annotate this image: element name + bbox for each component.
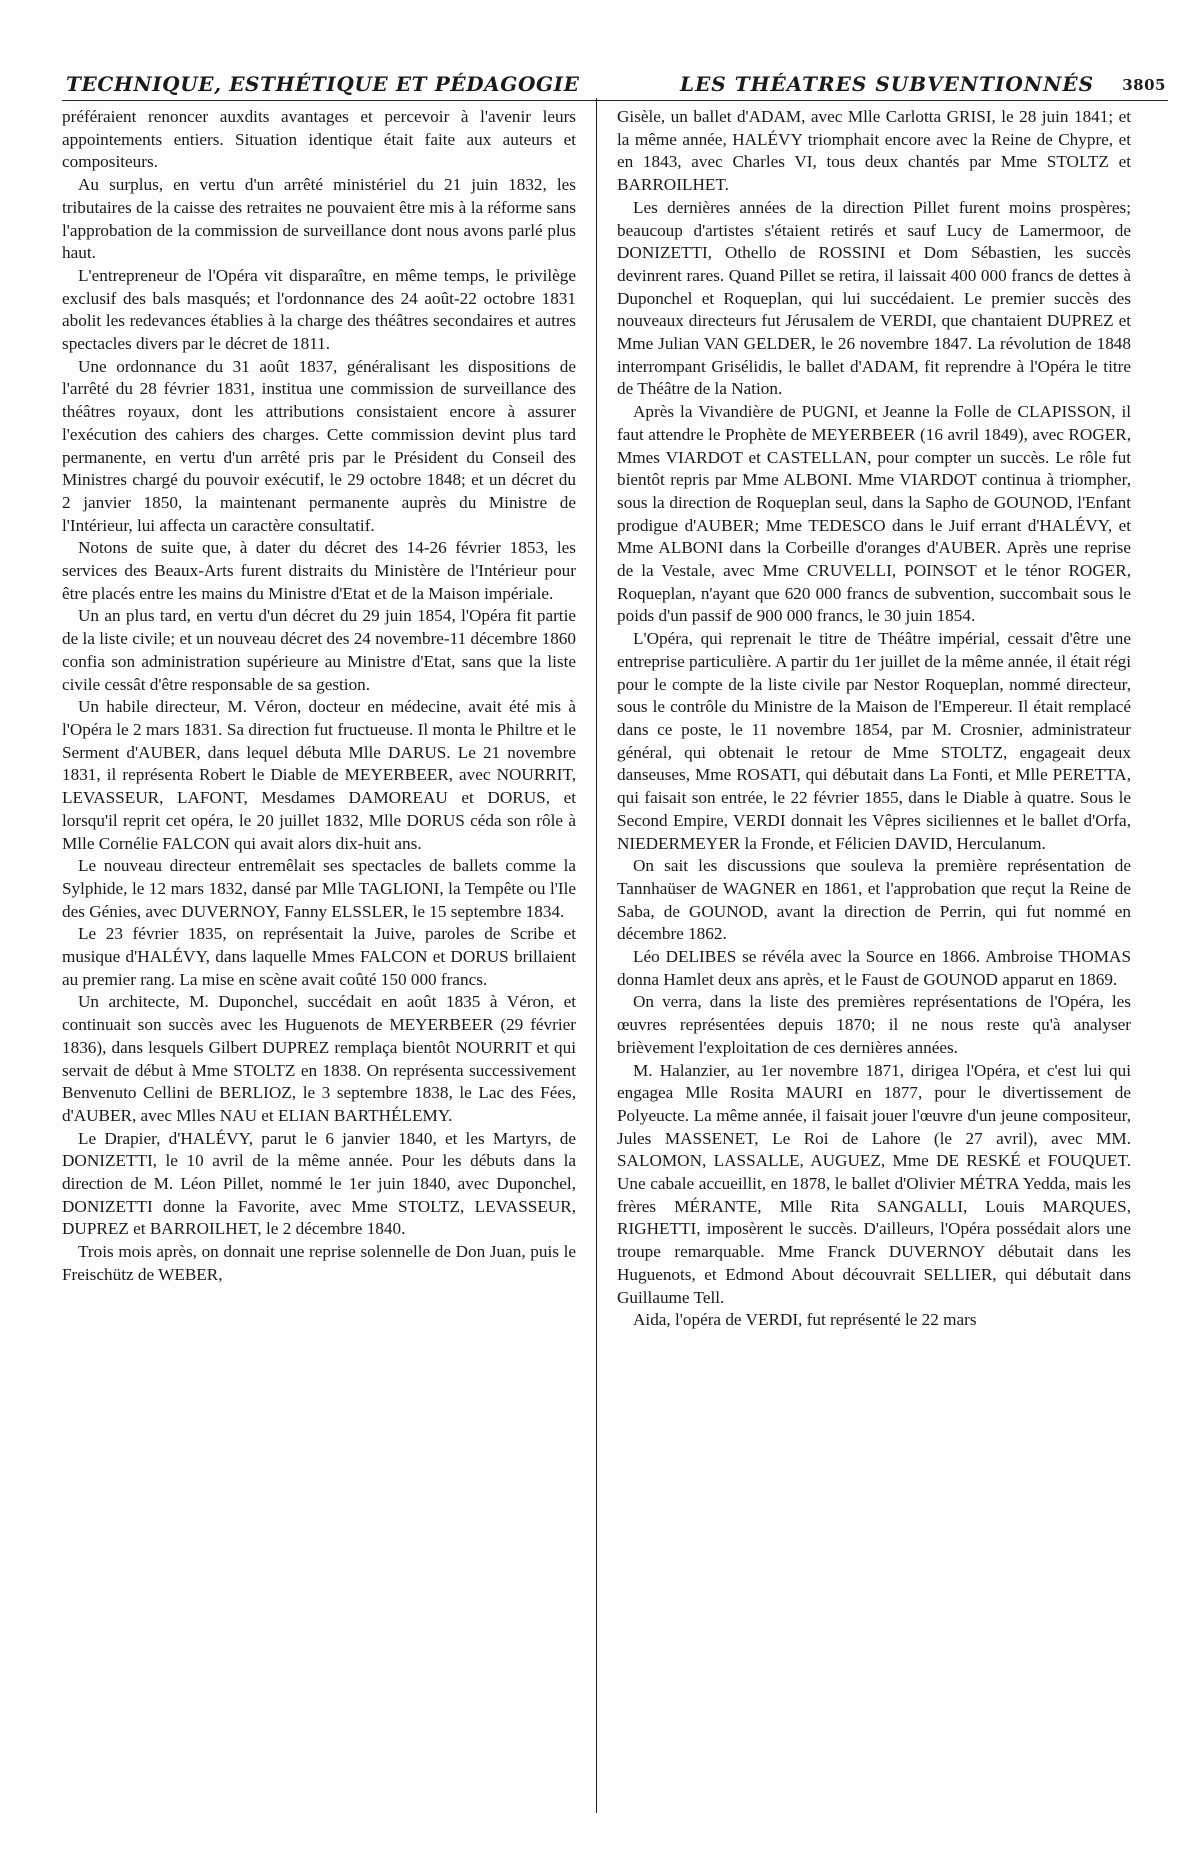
header-rule	[62, 100, 1168, 101]
paragraph: Les dernières années de la direction Pillet furent moins prospères; beaucoup d'artistes s'étaient retirés et sauf Lucy de Lamermoor, de DONIZETTI, Othello de ROSSINI et Dom Sébastien, les succès devinrent rares. Quand Pillet se retira, il laissait 400 000 francs de dettes à Duponchel et Roqueplan, qui lui succédaient. Le premier succès des nouveaux directeurs fut Jérusalem de VERDI, que chantaient DUPREZ et Mme Julian VAN GELDER, le 26 novembre 1847. La révolution de 1848 interrompant Grisélidis, le ballet d'ADAM, fit reprendre à l'Opéra le titre de Théâtre de la Nation.	[617, 197, 1131, 399]
paragraph: On sait les discussions que souleva la première représentation de Tannhaüser de WAGNER en 1861, et l'approbation que reçut la Reine de Saba, de GOUNOD, avant la direction de Perrin, qui fut nommé en décembre 1862.	[617, 856, 1131, 944]
paragraph: Un habile directeur, M. Véron, docteur en médecine, avait été mis à l'Opéra le 2 mars 1831. Sa direction fut fructueuse. Il monta le Philtre et le Serment d'AUBER, dans lequel débuta Mlle DARUS. Le 21 novembre 1831, il représenta Robert le Diable de MEYERBEER, avec NOURRIT, LEVASSEUR, LAFONT, Mesdames DAMOREAU et DORUS, et lorsqu'il reprit cet opéra, le 20 juillet 1832, Mlle DORUS céda son rôle à Mlle Cornélie FALCON qui avait alors dix-huit ans.	[62, 697, 576, 853]
paragraph: Le nouveau directeur entremêlait ses spectacles de ballets comme la Sylphide, le 12 mars 1832, dansé par Mlle TAGLIONI, la Tempête ou l'Ile des Génies, avec DUVERNOY, Fanny ELSSLER, le 15 septembre 1834.	[62, 856, 576, 921]
paragraph: On verra, dans la liste des premières représentations de l'Opéra, les œuvres représentées depuis 1870; il ne nous reste qu'à analyser brièvement l'exploitation de ces dernières années.	[617, 992, 1131, 1057]
right-column	[617, 106, 1131, 1332]
paragraph: Léo DELIBES se révéla avec la Source en 1866. Ambroise THOMAS donna Hamlet deux ans après, et le Faust de GOUNOD apparut en 1869.	[617, 947, 1131, 989]
paragraph: Trois mois après, on donnait une reprise solennelle de Don Juan, puis le Freischütz de WEBER,	[62, 1242, 576, 1284]
paragraph: M. Halanzier, au 1er novembre 1871, dirigea l'Opéra, et c'est lui qui engagea Mlle Rosita MAURI en 1877, pour le divertissement de Polyeucte. La même année, il faisait jouer l'œuvre d'un jeune compositeur, Jules MASSENET, Le Roi de Lahore (le 27 avril), avec MM. SALOMON, LASSALLE, AUGUEZ, Mme DE RESKÉ et FOUQUET. Une cabale accueillit, en 1878, le ballet d'Olivier MÉTRA Yedda, mais les frères MÉRANTE, Mlle Rita SANGALLI, Louis MARQUES, RIGHETTI, imposèrent le succès. D'ailleurs, l'Opéra possédait alors une troupe remarquable. Mme Franck DUVERNOY débutait dans les Huguenots, et Edmond About découvrait SELLIER, qui débutait dans Guillaume Tell.	[617, 1060, 1131, 1307]
paragraph: Gisèle, un ballet d'ADAM, avec Mlle Carlotta GRISI, le 28 juin 1841; et la même année, HALÉVY triomphait encore avec la Reine de Chypre, et en 1843, avec Charles VI, tous deux chantés par Mme STOLTZ et BARROILHET.	[617, 107, 1131, 195]
paragraph: Le Drapier, d'HALÉVY, parut le 6 janvier 1840, et les Martyrs, de DONIZETTI, le 10 avril de la même année. Pour les débuts dans la direction de M. Léon Pillet, nommé le 1er juin 1840, avec Duponchel, DONIZETTI donne la Favorite, avec Mme STOLTZ, LEVASSEUR, DUPREZ et BARROILHET, le 2 décembre 1840.	[62, 1128, 576, 1239]
page-number: 3805	[1122, 76, 1166, 94]
running-header	[66, 72, 1166, 98]
paragraph: L'Opéra, qui reprenait le titre de Théâtre impérial, cessait d'être une entreprise particulière. A partir du 1er juillet de la même année, il était régi pour le compte de la liste civile par Nestor Roqueplan, nommé directeur, sous le contrôle du Ministre de la Maison de l'Empereur. Il était remplacé dans ce poste, le 11 novembre 1854, par M. Crosnier, administrateur général, qui obtenait le retour de Mme STOLTZ, engageait deux danseuses, Mme ROSATI, qui débutait dans La Fonti, et Mlle PERETTA, qui faisait son entrée, le 22 février 1855, dans le Diable à quatre. Sous le Second Empire, VERDI donnait les Vêpres siciliennes et le ballet d'Orfa, NIEDERMEYER la Fronde, et Félicien DAVID, Herculanum.	[617, 629, 1131, 853]
paragraph: Au surplus, en vertu d'un arrêté ministériel du 21 juin 1832, les tributaires de la caisse des retraites ne pouvaient être mis à la réforme sans l'approbation de la commission de surveillance dont nous avons parlé plus haut.	[62, 175, 576, 263]
column-divider	[596, 98, 597, 1813]
paragraph: Aida, l'opéra de VERDI, fut représenté le 22 mars	[633, 1310, 977, 1330]
paragraph: Une ordonnance du 31 août 1837, généralisant les dispositions de l'arrêté du 28 février 1831, institua une commission de surveillance des théâtres royaux, dont les attributions consistaient encore à assurer l'exécution des cahiers des charges. Cette commission devint plus tard permanente, en vertu d'un arrêté pris par le Président du Conseil des Ministres chargé du pouvoir exécutif, le 29 octobre 1848; et un décret du 2 janvier 1850, la maintenant permanente auprès du Ministre de l'Intérieur, lui affecta un caractère consultatif.	[62, 356, 576, 535]
paragraph: Après la Vivandière de PUGNI, et Jeanne la Folle de CLAPISSON, il faut attendre le Prophète de MEYERBEER (16 avril 1849), avec ROGER, Mmes VIARDOT et CASTELLAN, pour compter un succès. Le rôle fut bientôt repris par Mme ALBONI. Mme VIARDOT continua à triompher, sous la direction de Roqueplan seul, dans la Sapho de GOUNOD, l'Enfant prodigue d'AUBER; Mme TEDESCO dans le Juif errant d'HALÉVY, et Mme ALBONI dans la Corbeille d'oranges d'AUBER. Après une reprise de la Vestale, avec Mme CRUVELLI, POINSOT et le ténor ROGER, Roqueplan, n'ayant que 620 000 francs de subvention, succombait sous le poids d'un passif de 900 000 francs, le 30 juin 1854.	[617, 402, 1131, 626]
paragraph: préféraient renoncer auxdits avantages et percevoir à l'avenir leurs appointements entiers. Situation identique était faite aux auteurs et compositeurs.	[62, 107, 576, 172]
header-right-title: LES THÉATRES SUBVENTIONNÉS	[680, 72, 1095, 96]
paragraph: Un an plus tard, en vertu d'un décret du 29 juin 1854, l'Opéra fit partie de la liste civile; et un nouveau décret des 24 novembre-11 décembre 1860 confia son administration supérieure au Ministre d'Etat, sans que la liste civile cessât d'être responsable de sa gestion.	[62, 606, 576, 694]
left-column	[62, 106, 576, 1287]
paragraph: Notons de suite que, à dater du décret des 14-26 février 1853, les services des Beaux-Arts furent distraits du Ministère de l'Intérieur pour être placés entre les mains du Ministre d'Etat et de la Maison impériale.	[62, 538, 576, 603]
header-left-title: TECHNIQUE, ESTHÉTIQUE ET PÉDAGOGIE	[66, 72, 580, 96]
paragraph: Un architecte, M. Duponchel, succédait en août 1835 à Véron, et continuait son succès avec les Huguenots de MEYERBEER (29 février 1836), dans lesquels Gilbert DUPREZ remplaça bientôt NOURRIT et qui servait de début à Mme STOLTZ en 1838. On représenta successivement Benvenuto Cellini de BERLIOZ, le 3 septembre 1838, le Lac des Fées, d'AUBER, avec Mlles NAU et ELIAN BARTHÉLEMY.	[62, 992, 576, 1125]
paragraph: Le 23 février 1835, on représentait la Juive, paroles de Scribe et musique d'HALÉVY, dans laquelle Mmes FALCON et DORUS brillaient au premier rang. La mise en scène avait coûté 150 000 francs.	[62, 924, 576, 989]
paragraph: L'entrepreneur de l'Opéra vit disparaître, en même temps, le privilège exclusif des bals masqués; et l'ordonnance des 24 août-22 octobre 1831 abolit les redevances établies à la charge des théâtres secondaires et autres spectacles divers par le décret de 1811.	[62, 265, 576, 354]
